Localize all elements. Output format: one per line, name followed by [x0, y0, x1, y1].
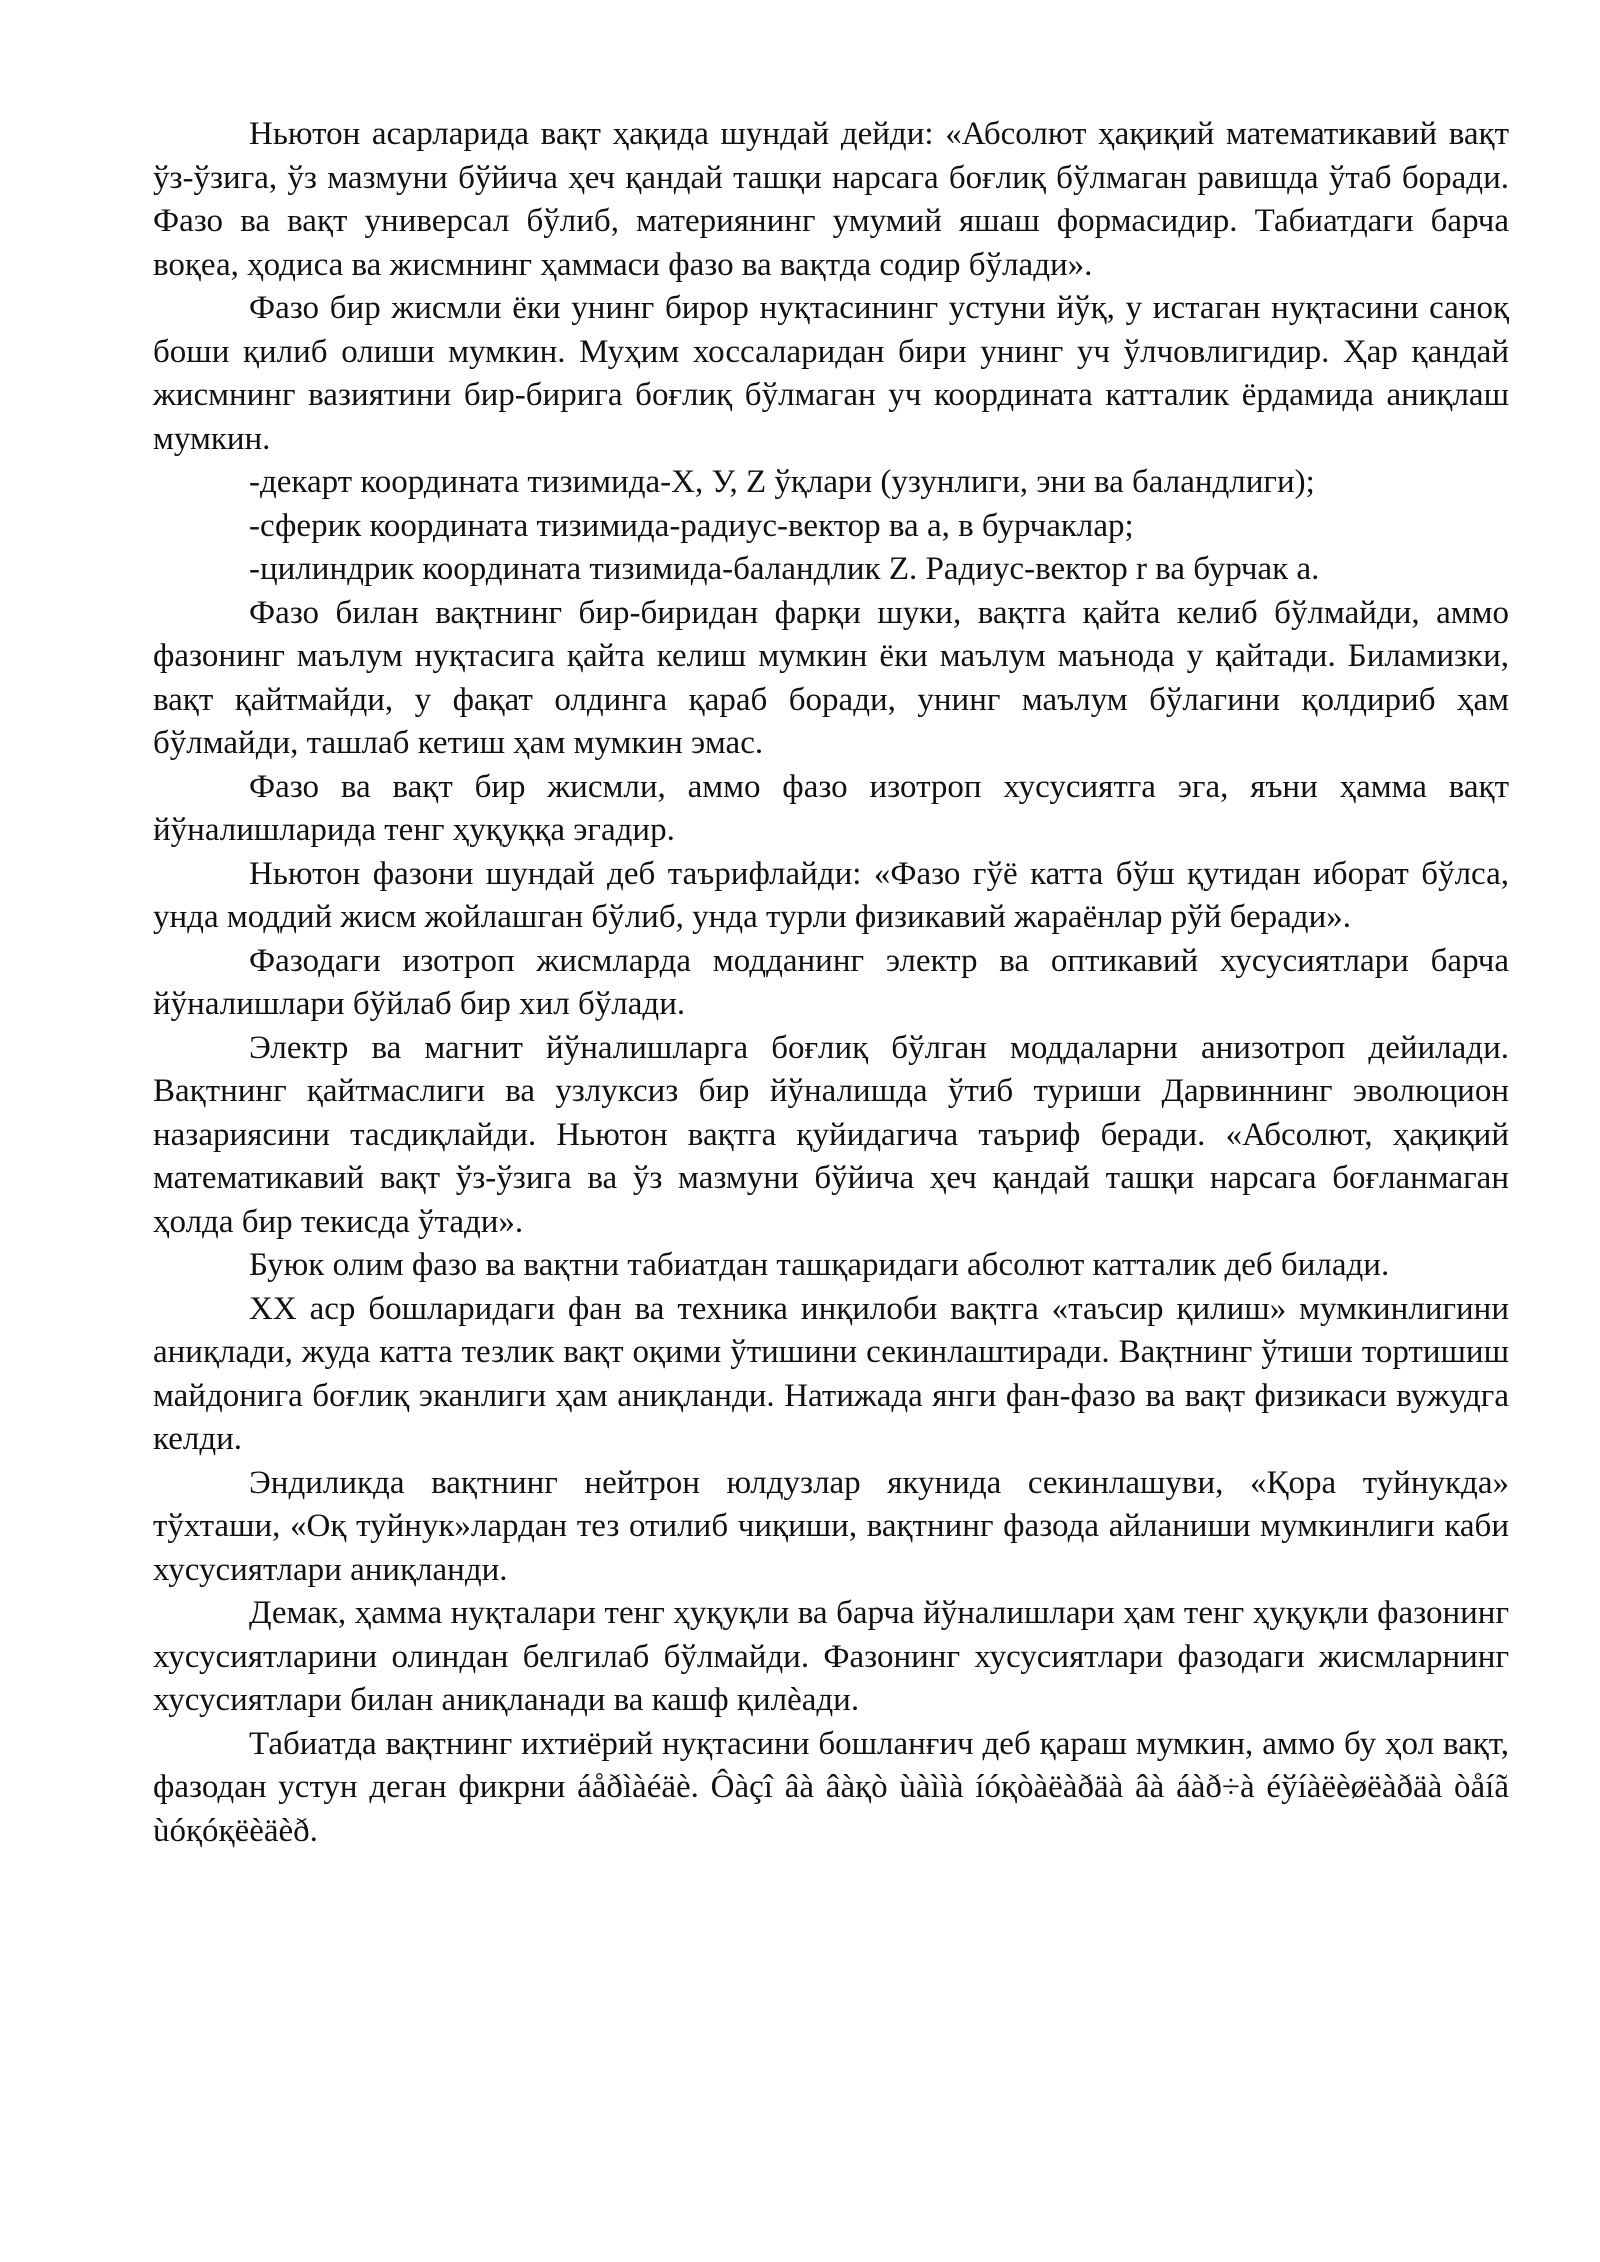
paragraph: Фазо билан вақтнинг бир-биридан фарқи шуки, вақтга қайта келиб бўлмайди, аммо фазонинг маълум нуқтасига қайта келиш мумкин ёки маълум маънода у қайтади. Биламизки, вақт қайтмайди, у фақат олдинга қараб боради, унинг маълум бўлагини қолдириб ҳам бўлмайди, ташлаб кетиш ҳам мумкин эмас. — [153, 594, 1509, 761]
paragraph: Демак, ҳамма нуқталари тенг ҳуқуқли ва барча йўналишлари ҳам тенг ҳуқуқли фазонинг хусусиятларини олиндан белгилаб бўлмайди. Фазонинг хусусиятлари фазодаги жисмларнинг хусусиятлари билан аниқланади ва кашф қилѐади. — [153, 1595, 1509, 1718]
paragraph: Ньютон фазони шундай деб таърифлайди: «Фазо гўё катта бўш қутидан иборат бўлса, унда моддий жисм жойлашган бўлиб, унда турли физикавий жараёнлар рўй беради». — [153, 855, 1509, 935]
list-item: -декарт координата тизимида-Х, У, Z ўқлари (узунлиги, эни ва баландлиги); — [249, 464, 1315, 500]
paragraph: Буюк олим фазо ва вақтни табиатдан ташқаридаги абсолют катталик деб билади. — [249, 1247, 1390, 1283]
paragraph: Фазодаги изотроп жисмларда модданинг электр ва оптикавий хусусиятлари барча йўналишлари бўйлаб бир хил бўлади. — [153, 942, 1509, 1022]
paragraph: Фазо ва вақт бир жисмли, аммо фазо изотроп хусусиятга эга, яъни ҳамма вақт йўналишларида тенг ҳуқуққа эгадир. — [153, 768, 1509, 848]
paragraph: Фазо бир жисмли ёки унинг бирор нуқтасининг устуни йўқ, у истаган нуқтасини саноқ боши қилиб олиши мумкин. Муҳим хоссаларидан бири унинг уч ўлчовлигидир. Ҳар қандай жисмнинг вазиятини бир-бирига боғлиқ бўлмаган уч координата катталик ёрдамида аниқлаш мумкин. — [153, 290, 1509, 457]
paragraph: Табиатда вақтнинг ихтиёрий нуқтасини бошланғич деб қараш мумкин, аммо бу ҳол вақт, фазодан устун деган фикрни áåðìàéäè. Ôàçî âà âàқò ùàììà íóқòàëàðäà âà áàð÷à éўíàëèøëàðäà òåíã ùóқóқëèäèð. — [153, 1725, 1509, 1849]
list-item: -сферик координата тизимида-радиус-вектор ва а, в бурчаклар; — [249, 507, 1134, 544]
list-item: -цилиндрик координата тизимида-баландлик Z. Радиус-вектор r ва бурчак а. — [249, 551, 1320, 587]
paragraph: Эндиликда вақтнинг нейтрон юлдузлар якунида секинлашуви, «Қора туйнукда» тўхташи, «Оқ туйнук»лардан тез отилиб чиқиши, вақтнинг фазода айланиши мумкинлиги каби хусусиятлари аниқланди. — [153, 1464, 1509, 1588]
paragraph: Ньютон асарларида вақт ҳақида шундай дейди: «Абсолют ҳақиқий математикавий вақт ўз-ўзига, ўз мазмуни бўйича ҳеч қандай ташқи нарсага боғлиқ бўлмаган равишда ўтаб боради. Фазо ва вақт универсал бўлиб, материянинг умумий яшаш формасидир. Табиатдаги барча воқеа, ҳодиса ва жисмнинг ҳаммаси фазо ва вақтда содир бўлади». — [153, 116, 1509, 283]
paragraph: XX аср бошларидаги фан ва техника инқилоби вақтга «таъсир қилиш» мумкинлигини аниқлади, жуда катта тезлик вақт оқими ўтишини секинлаштиради. Вақтнинг ўтиши тортишиш майдонига боғлиқ эканлиги ҳам аниқланди. Натижада янги фан-фазо ва вақт физикаси вужудга келди. — [153, 1290, 1509, 1457]
paragraph: Электр ва магнит йўналишларга боғлиқ бўлган моддаларни анизотроп дейилади. Вақтнинг қайтмаслиги ва узлуксиз бир йўналишда ўтиб туриши Дарвиннинг эволюцион назариясини тасдиқлайди. Ньютон вақтга қуйидагича таъриф беради. «Абсолют, ҳақиқий математикавий вақт ўз-ўзига ва ўз мазмуни бўйича ҳеч қандай ташқи нарсага боғланмаган ҳолда бир текисда ўтади». — [153, 1029, 1509, 1240]
document-page — [153, 113, 1509, 1853]
